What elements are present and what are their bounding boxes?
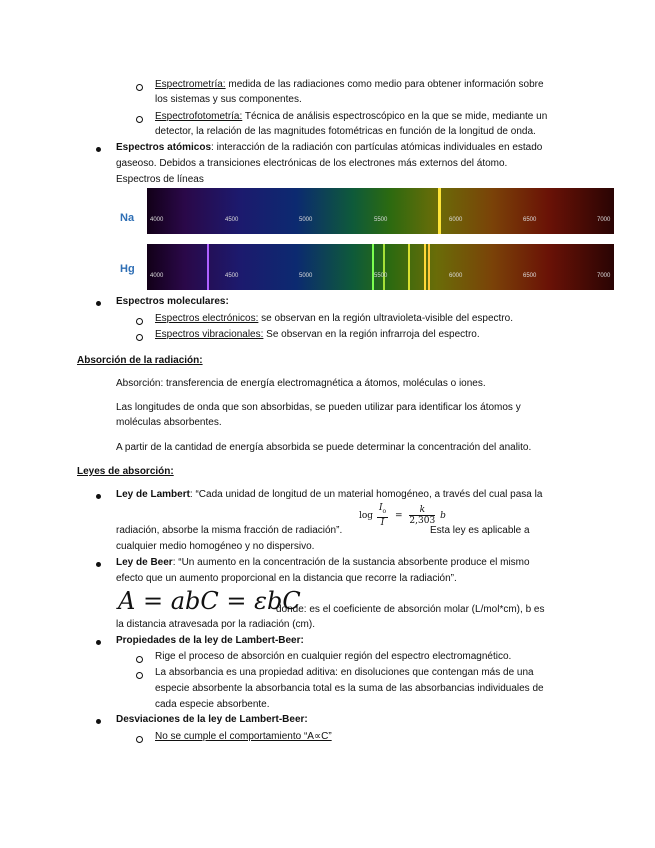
tick-label: 5000 bbox=[299, 273, 313, 279]
term-ley-beer: Ley de Beer bbox=[116, 557, 173, 568]
term-desviaciones: Desviaciones de la ley de Lambert-Beer: bbox=[116, 714, 308, 725]
tick-label: 5000 bbox=[299, 217, 313, 223]
sub-bullet bbox=[136, 116, 143, 123]
list-item bbox=[155, 109, 547, 124]
tick-label: 4500 bbox=[225, 273, 239, 279]
section-heading: Absorción de la radiación: bbox=[77, 355, 203, 366]
bullet bbox=[96, 494, 101, 499]
eq-fraction bbox=[377, 503, 388, 528]
sub-bullet bbox=[136, 672, 143, 679]
beer-equation: A = abC = εbC bbox=[118, 587, 301, 615]
list-item bbox=[116, 555, 530, 570]
definition-text: Se observan en la región infrarroja del espectro. bbox=[263, 329, 480, 340]
eq-num-sub: o bbox=[382, 507, 387, 515]
eq-num: I bbox=[378, 503, 383, 513]
term-ley-lambert: Ley de Lambert bbox=[116, 489, 190, 500]
sub-bullet bbox=[136, 84, 143, 91]
term-espectros-electronicos: Espectros electrónicos: bbox=[155, 313, 259, 324]
term-propiedades: Propiedades de la ley de Lambert-Beer: bbox=[116, 635, 304, 646]
paragraph: A partir de la cantidad de energía absorbida se puede determinar la concentración del analito. bbox=[116, 442, 532, 453]
paragraph: Las longitudes de onda que son absorbidas, se pueden utilizar para identificar los átomos y bbox=[116, 402, 521, 413]
term-espectrometria: Espectrometría: bbox=[155, 79, 226, 90]
list-item: No se cumple el comportamiento “A∝C” bbox=[155, 731, 332, 742]
list-item: Rige el proceso de absorción en cualquier región del espectro electromagnético. bbox=[155, 651, 512, 662]
bullet bbox=[96, 147, 101, 152]
definition-text: gaseoso. Debidos a transiciones electrónicas de los electrones más externos del átomo. bbox=[116, 158, 508, 169]
sub-bullet bbox=[136, 736, 143, 743]
list-item: La absorbancia es una propiedad aditiva: en disoluciones que contengan más de una bbox=[155, 667, 534, 678]
definition-text: se observan en la región ultravioleta-visible del espectro. bbox=[258, 313, 513, 324]
emission-line bbox=[207, 244, 209, 290]
eq-kden: 2,303 bbox=[409, 515, 436, 526]
definition-text: : “Un aumento en la concentración de la sustancia absorbente produce el mismo bbox=[172, 557, 530, 568]
tick-label: 7000 bbox=[597, 273, 611, 279]
bullet bbox=[96, 301, 101, 306]
term-espectrofotometria: Espectrofotometría: bbox=[155, 111, 243, 122]
definition-text: cualquier medio homogéneo y no dispersivo. bbox=[116, 541, 315, 552]
eq-b: b bbox=[440, 510, 446, 521]
definition-text: efecto que un aumento proporcional en la distancia que recorre la radiación”. bbox=[116, 573, 457, 584]
bullet bbox=[96, 719, 101, 724]
term-espectros-moleculares: Espectros moleculares: bbox=[116, 296, 229, 307]
definition-text: medida de las radiaciones como medio para obtener información sobre bbox=[225, 79, 544, 90]
list-item bbox=[155, 311, 513, 326]
tick-label: 5500 bbox=[374, 273, 388, 279]
tick-label: 7000 bbox=[597, 217, 611, 223]
tick-label: 6000 bbox=[449, 273, 463, 279]
spectrum-label-hg: Hg bbox=[120, 263, 135, 275]
definition-text: Técnica de análisis espectroscópico en la que se mide, mediante un bbox=[242, 111, 548, 122]
section-heading: Leyes de absorción: bbox=[77, 466, 174, 477]
tick-label: 4500 bbox=[225, 217, 239, 223]
definition-text: Esta ley es aplicable a bbox=[430, 525, 530, 536]
emission-line bbox=[424, 244, 426, 290]
list-item bbox=[155, 77, 544, 92]
sub-bullet bbox=[136, 656, 143, 663]
caption: Espectros de líneas bbox=[116, 174, 204, 185]
list-item bbox=[116, 487, 542, 502]
eq-equals: = bbox=[395, 510, 403, 521]
sub-bullet bbox=[136, 334, 143, 341]
paragraph: moléculas absorbentes. bbox=[116, 417, 222, 428]
list-item bbox=[155, 327, 480, 342]
list-item: cada especie absorbente. bbox=[155, 699, 270, 710]
tick-label: 6500 bbox=[523, 217, 537, 223]
spectrum-label-na: Na bbox=[120, 212, 135, 224]
emission-line bbox=[408, 244, 410, 290]
definition-text: : interacción de la radiación con partículas atómicas individuales en estado bbox=[211, 142, 543, 153]
sub-bullet bbox=[136, 318, 143, 325]
definition-text: los sistemas y sus componentes. bbox=[155, 94, 302, 105]
definition-text: donde: es el coeficiente de absorción molar (L/mol*cm), b es bbox=[276, 604, 545, 615]
tick-label: 5500 bbox=[374, 217, 388, 223]
tick-label: 4000 bbox=[150, 217, 164, 223]
term-espectros-atomicos: Espectros atómicos bbox=[116, 142, 212, 153]
tick-label: 6500 bbox=[523, 273, 537, 279]
tick-label: 4000 bbox=[150, 273, 164, 279]
mercury-spectrum-image bbox=[147, 244, 614, 290]
definition-text: la distancia atravesada por la radiación (cm). bbox=[116, 619, 315, 630]
definition-text: radiación, absorbe la misma fracción de radiación”. bbox=[116, 525, 343, 536]
eq-den: I bbox=[380, 517, 385, 528]
emission-line bbox=[428, 244, 430, 290]
eq-k: k bbox=[419, 504, 426, 515]
term-espectros-vibracionales: Espectros vibracionales: bbox=[155, 329, 264, 340]
paragraph: Absorción: transferencia de energía electromagnética a átomos, moléculas o iones. bbox=[116, 378, 486, 389]
bullet bbox=[96, 562, 101, 567]
definition-text: : “Cada unidad de longitud de un material homogéneo, a través del cual pasa la bbox=[189, 489, 543, 500]
definition-text: detector, la relación de las magnitudes fotométricas en función de la longitud de onda. bbox=[155, 126, 536, 137]
list-item: especie absorbente la absorbancia total es la suma de las absorbancias individuales de bbox=[155, 683, 544, 694]
eq-log: log bbox=[359, 510, 374, 521]
list-item bbox=[116, 140, 542, 155]
tick-label: 6000 bbox=[449, 217, 463, 223]
bullet bbox=[96, 640, 101, 645]
emission-line bbox=[438, 188, 441, 234]
sodium-spectrum-image bbox=[147, 188, 614, 234]
